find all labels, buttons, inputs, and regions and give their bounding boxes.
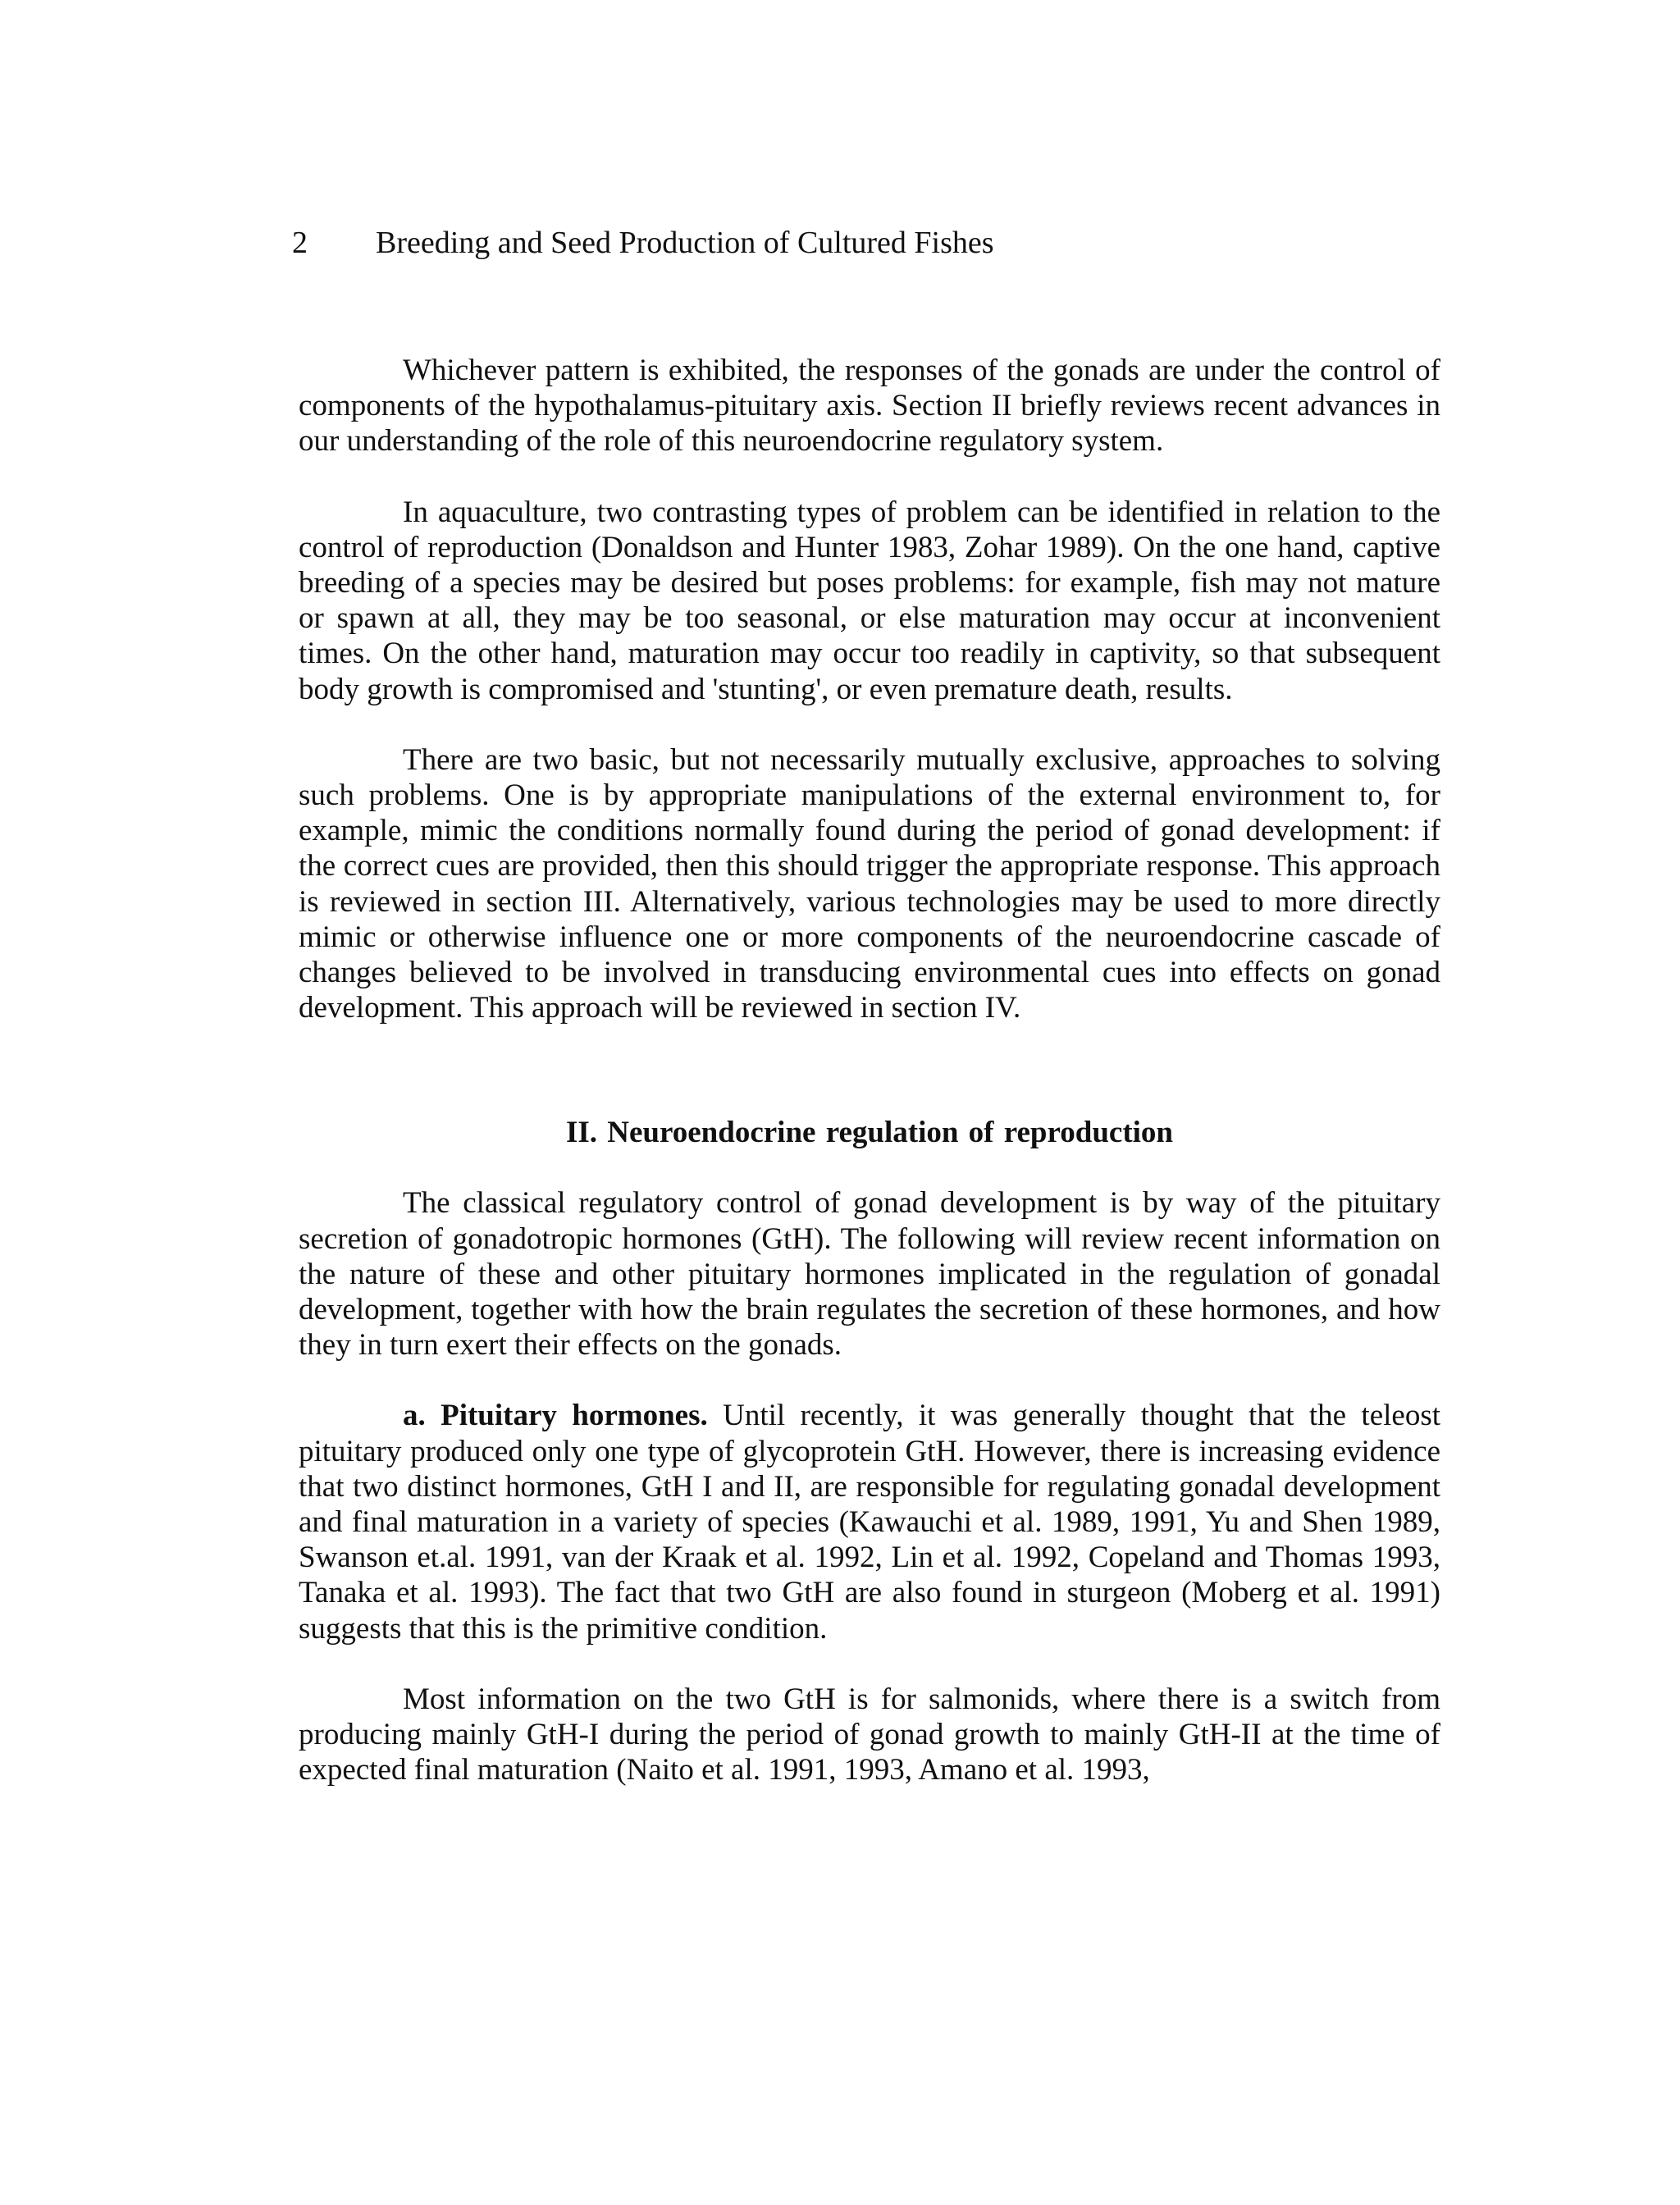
running-header [292, 223, 994, 262]
paragraph-salmonids: Most information on the two GtH is for salmonids, where there is a switch from producing mainly GtH-I during the period of gonad growth to mainly GtH-II at the time of expected final maturation (Naito et al. 1991, 1993, Amano et al. 1993, [299, 1682, 1440, 1787]
running-title: Breeding and Seed Production of Cultured Fishes [376, 226, 994, 260]
section-heading: II. Neuroendocrine regulation of reproduction [565, 1116, 1174, 1150]
page-number: 2 [292, 226, 308, 260]
body-text [299, 353, 1440, 1824]
paragraph-classical-control: The classical regulatory control of gonad development is by way of the pituitary secretion of gonadotropic hormones (GtH). The following will review recent information on the nature of these and other pituitary hormones implicated in the regulation of gonadal development, together with how the brain regulates the secretion of these hormones, and how they in turn exert their effects on the gonads. [299, 1186, 1440, 1363]
paragraph-approaches: There are two basic, but not necessarily mutually exclusive, approaches to solving such problems. One is by appropriate manipulations of the external environment to, for example, mimic the conditions normally found during the period of gonad development: if the correct cues are provided, then this should trigger the appropriate response. This approach is reviewed in section III. Alternatively, various technologies may be used to more directly mimic or otherwise influence one or more components of the neuroendocrine cascade of changes believed to be involved in transducing environmental cues into effects on gonad development. This approach will be reviewed in section IV. [299, 742, 1440, 1025]
paragraph-pituitary-hormones [299, 1398, 1440, 1646]
paragraph-aquaculture-problems: In aquaculture, two contrasting types of problem can be identified in relation to the control of reproduction (Donaldson and Hunter 1983, Zohar 1989). On the one hand, captive breeding of a species may be desired but poses problems: for example, fish may not mature or spawn at all, they may be too seasonal, or else maturation may occur at inconvenient times. On the other hand, maturation may occur too readily in captivity, so that subsequent body growth is compromised and 'stunting', or even premature death, results. [299, 495, 1440, 706]
pituitary-hormones-text: Until recently, it was generally thought that the teleost pituitary produced only one type of glycoprotein GtH. However, there is increasing evidence that two distinct hormones, GtH I and II, are responsible for regulating gonadal development and final maturation in a variety of species (Kawauchi et al. 1989, 1991, Yu and Shen 1989, Swanson et.al. 1991, van der Kraak et al. 1992, Lin et al. 1992, Copeland and Thomas 1993, Tanaka et al. 1993). The fact that two GtH are also found in sturgeon (Moberg et al. 1991) suggests that this is the primitive condition. [299, 1399, 1441, 1646]
subsection-run-in-heading: a. Pituitary hormones. [403, 1399, 708, 1433]
paragraph-gonad-responses: Whichever pattern is exhibited, the responses of the gonads are under the control of components of the hypothalamus-pituitary axis. Section II briefly reviews recent advances in our understanding of the role of this neuroendocrine regulatory system. [299, 354, 1440, 459]
